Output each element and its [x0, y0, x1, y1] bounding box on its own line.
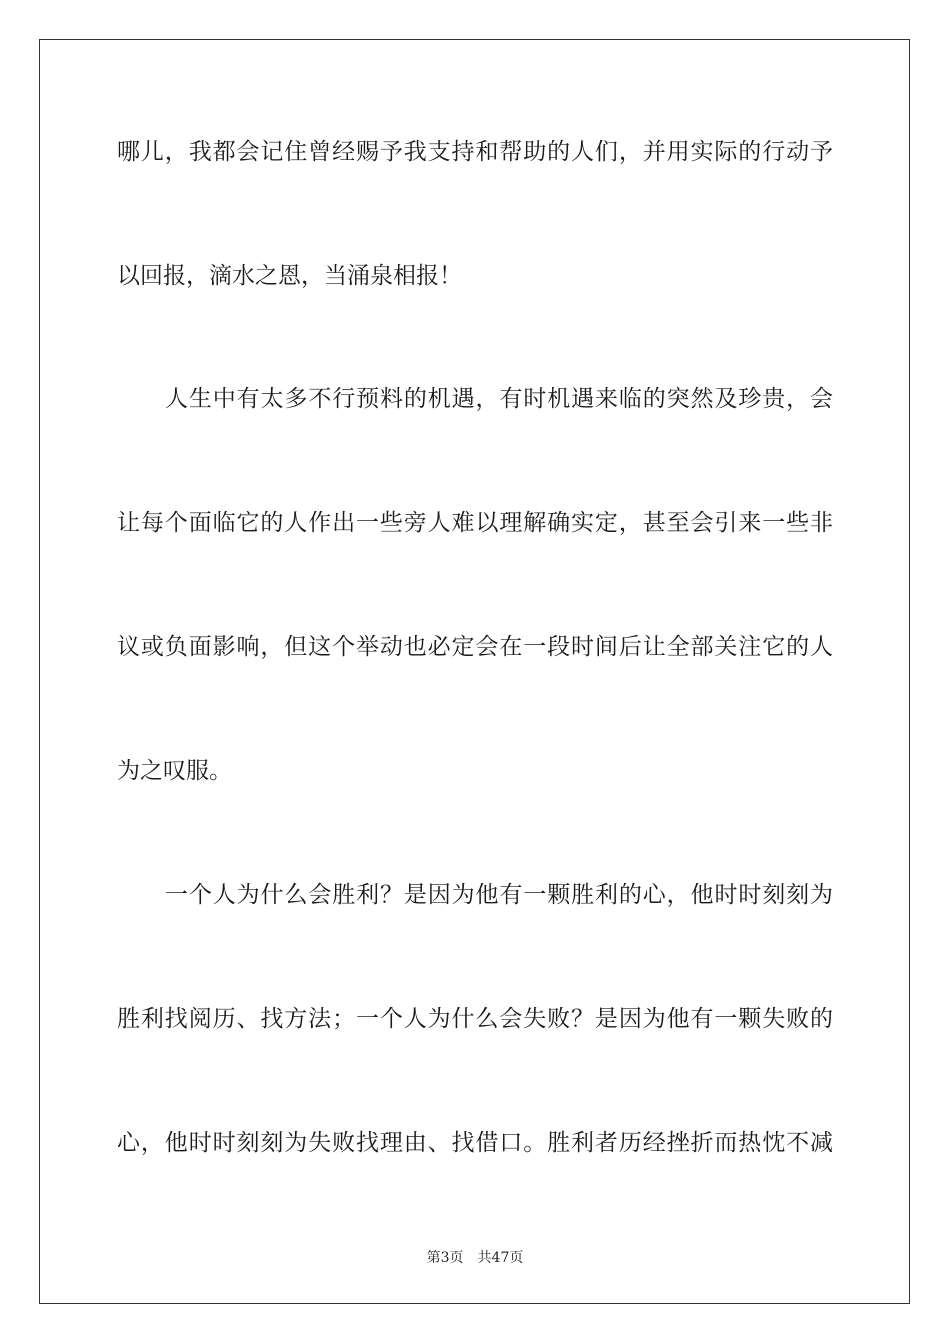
body-line-9: 心，他时时刻刻为失败找理由、找借口。胜利者历经挫折而热忱不减 [117, 1130, 833, 1156]
page-footer [0, 1247, 950, 1267]
body-line-7: 一个人为什么会胜利？是因为他有一颗胜利的心，他时时刻刻为 [165, 882, 833, 908]
body-line-3: 人生中有太多不行预料的机遇，有时机遇来临的突然及珍贵，会 [165, 386, 833, 412]
page-number: 第3页 [426, 1250, 464, 1266]
body-line-4: 让每个面临它的人作出一些旁人难以理解确实定，甚至会引来一些非 [117, 510, 833, 536]
body-line-6: 为之叹服。 [117, 758, 232, 784]
page-total: 共47页 [477, 1250, 524, 1266]
body-line-8: 胜利找阅历、找方法；一个人为什么会失败？是因为他有一颗失败的 [117, 1006, 833, 1032]
body-line-1: 哪儿，我都会记住曾经赐予我支持和帮助的人们，并用实际的行动予 [117, 139, 833, 165]
body-line-5: 议或负面影响，但这个举动也必定会在一段时间后让全部关注它的人 [117, 634, 833, 660]
page-frame [39, 39, 910, 1304]
body-line-2: 以回报，滴水之恩，当涌泉相报！ [117, 263, 462, 289]
